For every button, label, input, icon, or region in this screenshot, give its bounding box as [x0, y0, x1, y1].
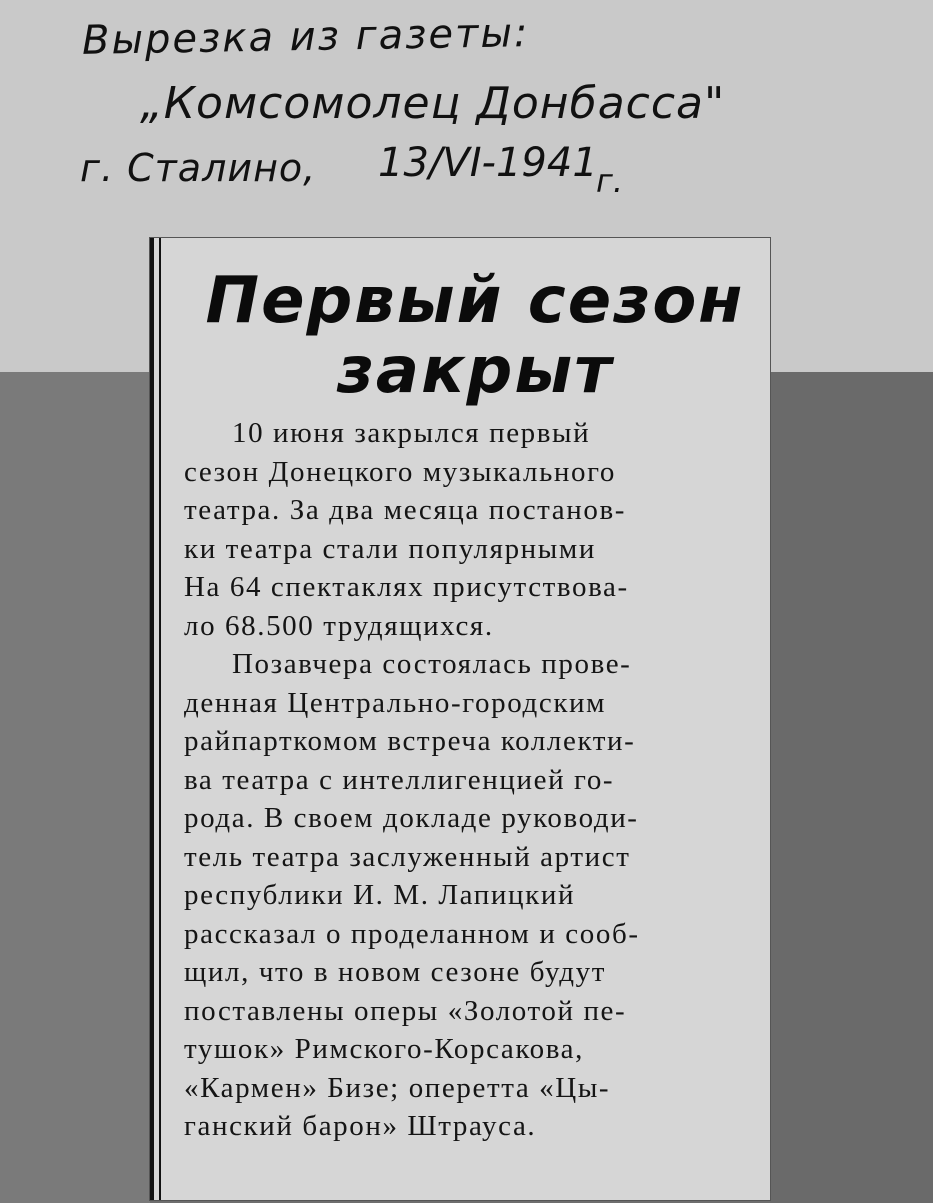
column-rule-thin: [159, 238, 161, 1200]
article-line: театра. За два месяца постанов-: [184, 494, 627, 526]
background-right: [770, 372, 933, 1203]
article-line: поставлены оперы «Золотой пе-: [184, 994, 627, 1027]
article-headline: [190, 266, 760, 406]
article-line: щил, что в новом сезоне будут: [184, 956, 606, 988]
article-line: райпарткомом встреча коллекти-: [184, 725, 636, 757]
article-line: денная Центрально-городским: [184, 686, 607, 719]
article-line: Позавчера состоялась прове-: [232, 648, 632, 680]
article-line: 10 июня закрылся первый: [232, 417, 591, 449]
note-date-suffix: г.: [596, 162, 623, 200]
article-line: рода. В своем докладе руководи-: [184, 802, 639, 834]
note-newspaper-name: „Комсомолец Донбасса": [140, 78, 726, 129]
background-left: [0, 372, 150, 1203]
headline-line-1: Первый сезон: [205, 264, 745, 338]
article-line: На 64 спектаклях присутствова-: [184, 571, 629, 603]
article-line: сезон Донецкого музыкального: [184, 455, 616, 488]
column-rule: [150, 238, 154, 1200]
newspaper-clipping: [150, 238, 770, 1200]
article-line: ганский барон» Штрауса.: [184, 1110, 537, 1142]
article-line: ки театра стали популярными: [184, 532, 596, 565]
article-line: ва театра с интеллигенцией го-: [184, 763, 615, 796]
note-city: г. Сталино,: [80, 146, 317, 190]
handwritten-note: [0, 0, 760, 220]
article-line: рассказал о проделанном и сооб-: [184, 917, 640, 950]
article-line: тель театра заслуженный артист: [184, 840, 631, 873]
article-line: ло 68.500 трудящихся.: [184, 609, 494, 642]
article-line: «Кармен» Бизе; оперетта «Цы-: [184, 1071, 611, 1104]
headline-line-2: закрыт: [336, 334, 614, 408]
note-line-1: Вырезка из газеты:: [81, 10, 530, 64]
article-body: [184, 414, 760, 1146]
article-line: республики И. М. Лапицкий: [184, 879, 576, 911]
article-line: тушок» Римского-Корсакова,: [184, 1033, 584, 1065]
note-date: 13/VI-1941: [378, 140, 598, 186]
